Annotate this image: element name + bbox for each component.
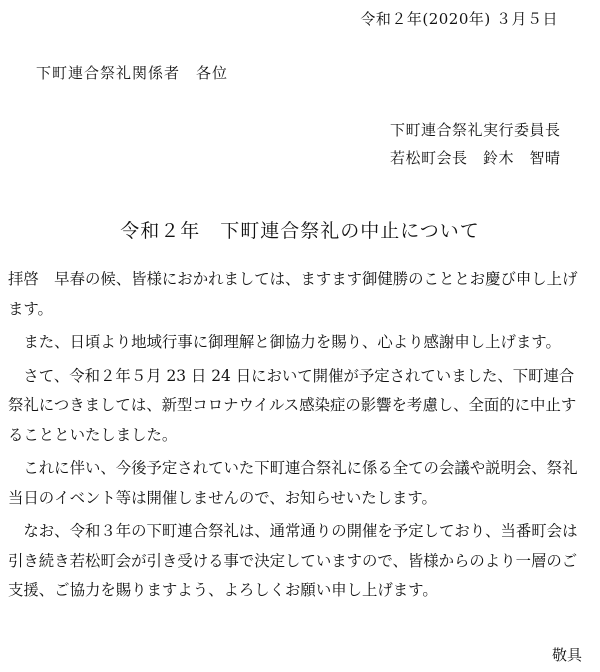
paragraph-next-year: なお、令和３年の下町連合祭礼は、通常通りの開催を予定しており、当番町会は引き続き若松町会が引き受ける事で決定していますので、皆様からのより一層のご支援、ご協力を賜りますよう、よろしくお願い申し上げます。 bbox=[8, 522, 578, 599]
sender-block bbox=[390, 116, 561, 172]
paragraph-cancellation: さて、令和２年５月 23 日 24 日において開催が予定されていました、下町連合祭礼につきましては、新型コロナウイルス感染症の影響を考慮し、全面的に中止することといたしました。 bbox=[8, 366, 577, 444]
addressee: 下町連合祭礼関係者 各位 bbox=[36, 64, 229, 82]
sender-title: 下町連合祭礼実行委員長 bbox=[390, 121, 561, 139]
paragraph-events: これに伴い、今後予定されていた下町連合祭礼に係る全ての会議や説明会、祭礼当日のイベント等は開催しませんので、お知らせいたします。 bbox=[8, 459, 578, 507]
sender-name: 若松町会長 鈴木 智晴 bbox=[390, 149, 561, 167]
closing-word: 敬具 bbox=[551, 646, 582, 664]
paragraph-greeting: 拝啓 早春の候、皆様におかれましては、ますます御健勝のこととお慶び申し上げます。 bbox=[8, 270, 578, 318]
paragraph-thanks: また、日頃より地域行事に御理解と御協力を賜り、心より感謝申し上げます。 bbox=[23, 333, 561, 351]
letter-body bbox=[8, 265, 588, 606]
letter-date: 令和２年(2020年) ３月５日 bbox=[360, 10, 558, 28]
document-title: 令和２年 下町連合祭礼の中止について bbox=[120, 220, 480, 242]
